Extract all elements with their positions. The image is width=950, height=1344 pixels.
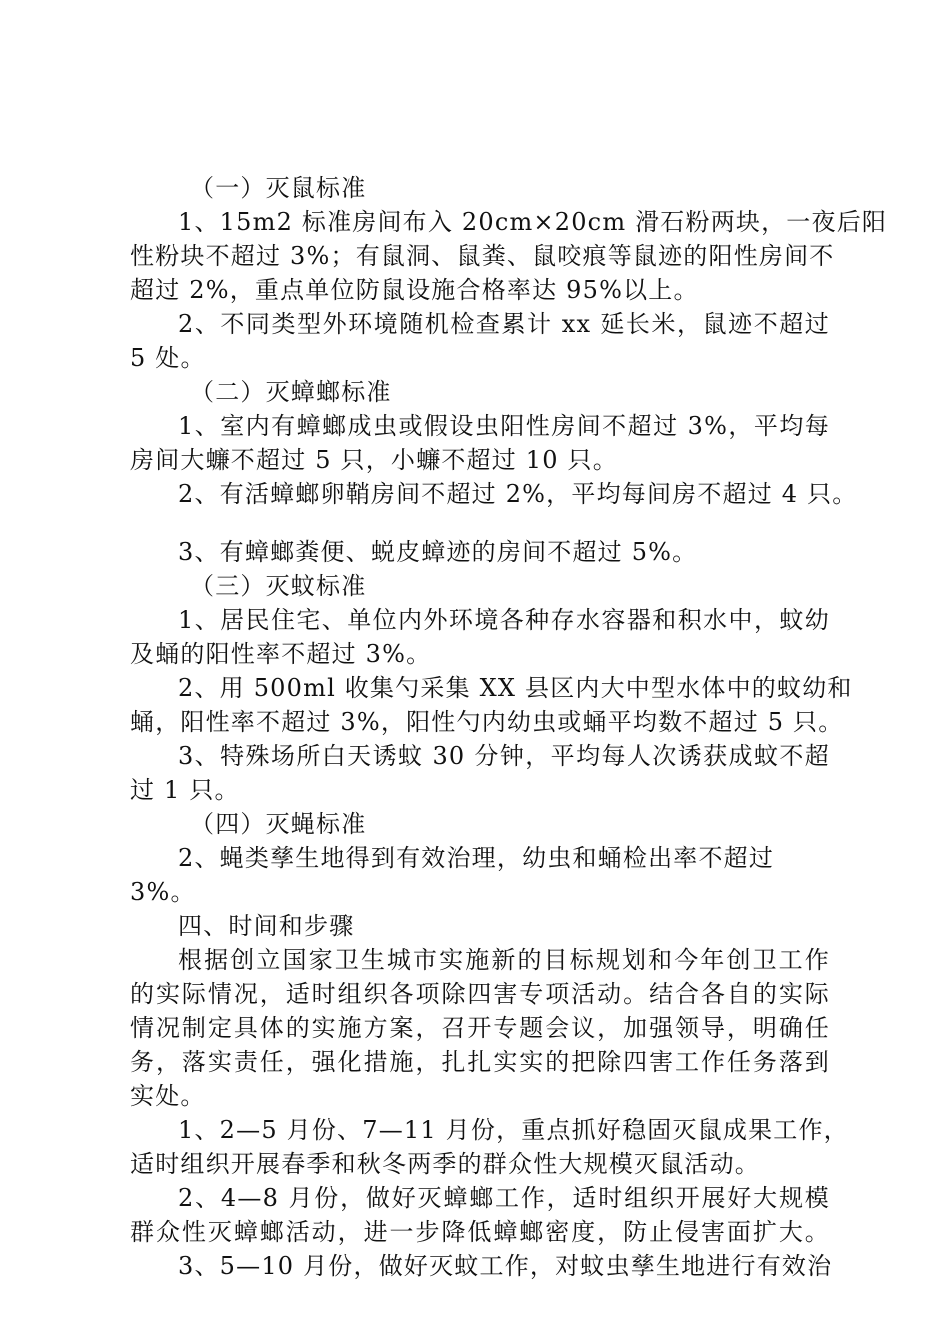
paragraph-line: 蛹，阳性率不超过 3%，阳性勺内幼虫或蛹平均数不超过 5 只。 [130,708,844,736]
paragraph-line: 3、有蟑螂粪便、蜕皮蟑迹的房间不超过 5%。 [178,538,698,566]
section-heading-mosquito-control: （三）灭蚊标准 [190,572,367,600]
section-heading-time-and-steps: 四、时间和步骤 [178,912,355,940]
paragraph-line: 房间大蠊不超过 5 只，小蠊不超过 10 只。 [130,446,618,474]
paragraph-line: 情况制定具体的实施方案，召开专题会议，加强领导，明确任 [130,1014,830,1042]
paragraph-line: 2、不同类型外环境随机检查累计 xx 延长米，鼠迹不超过 [178,310,830,338]
section-heading-rat-control: （一）灭鼠标准 [190,174,367,202]
paragraph-line: 性粉块不超过 3%；有鼠洞、鼠粪、鼠咬痕等鼠迹的阳性房间不 [130,242,835,270]
paragraph-line: 及蛹的阳性率不超过 3%。 [130,640,432,668]
paragraph-line: 1、室内有蟑螂成虫或假设虫阳性房间不超过 3%，平均每 [178,412,830,440]
paragraph-line: 3、特殊场所白天诱蚊 30 分钟，平均每人次诱获成蚊不超 [178,742,830,770]
paragraph-line: 1、2—5 月份、7—11 月份，重点抓好稳固灭鼠成果工作， [178,1116,849,1144]
paragraph-line: 1、居民住宅、单位内外环境各种存水容器和积水中，蚊幼 [178,606,830,634]
paragraph-line: 1、15m2 标准房间布入 20cm×20cm 滑石粉两块，一夜后阳 [178,208,888,236]
paragraph-line: 群众性灭蟑螂活动，进一步降低蟑螂密度，防止侵害面扩大。 [130,1218,830,1246]
paragraph-line: 根据创立国家卫生城市实施新的目标规划和今年创卫工作 [178,946,830,974]
section-heading-cockroach-control: （二）灭蟑螂标准 [190,378,392,406]
paragraph-line: 3%。 [130,878,196,906]
paragraph-line: 2、有活蟑螂卵鞘房间不超过 2%，平均每间房不超过 4 只。 [178,480,858,508]
paragraph-line: 3、5—10 月份，做好灭蚊工作，对蚊虫孳生地进行有效治 [178,1252,833,1280]
paragraph-line: 2、4—8 月份，做好灭蟑螂工作，适时组织开展好大规模 [178,1184,830,1212]
paragraph-line: 超过 2%，重点单位防鼠设施合格率达 95%以上。 [130,276,699,304]
paragraph-line: 实处。 [130,1082,206,1110]
paragraph-line: 的实际情况，适时组织各项除四害专项活动。结合各自的实际 [130,980,830,1008]
section-heading-fly-control: （四）灭蝇标准 [190,810,367,838]
paragraph-line: 5 处。 [130,344,206,372]
paragraph-line: 务，落实责任，强化措施，扎扎实实的把除四害工作任务落到 [130,1048,830,1076]
paragraph-line: 2、用 500ml 收集勺采集 XX 县区内大中型水体中的蚊幼和 [178,674,853,702]
paragraph-line: 2、蝇类孳生地得到有效治理，幼虫和蛹检出率不超过 [178,844,775,872]
paragraph-line: 适时组织开展春季和秋冬两季的群众性大规模灭鼠活动。 [130,1150,760,1178]
paragraph-line: 过 1 只。 [130,776,240,804]
